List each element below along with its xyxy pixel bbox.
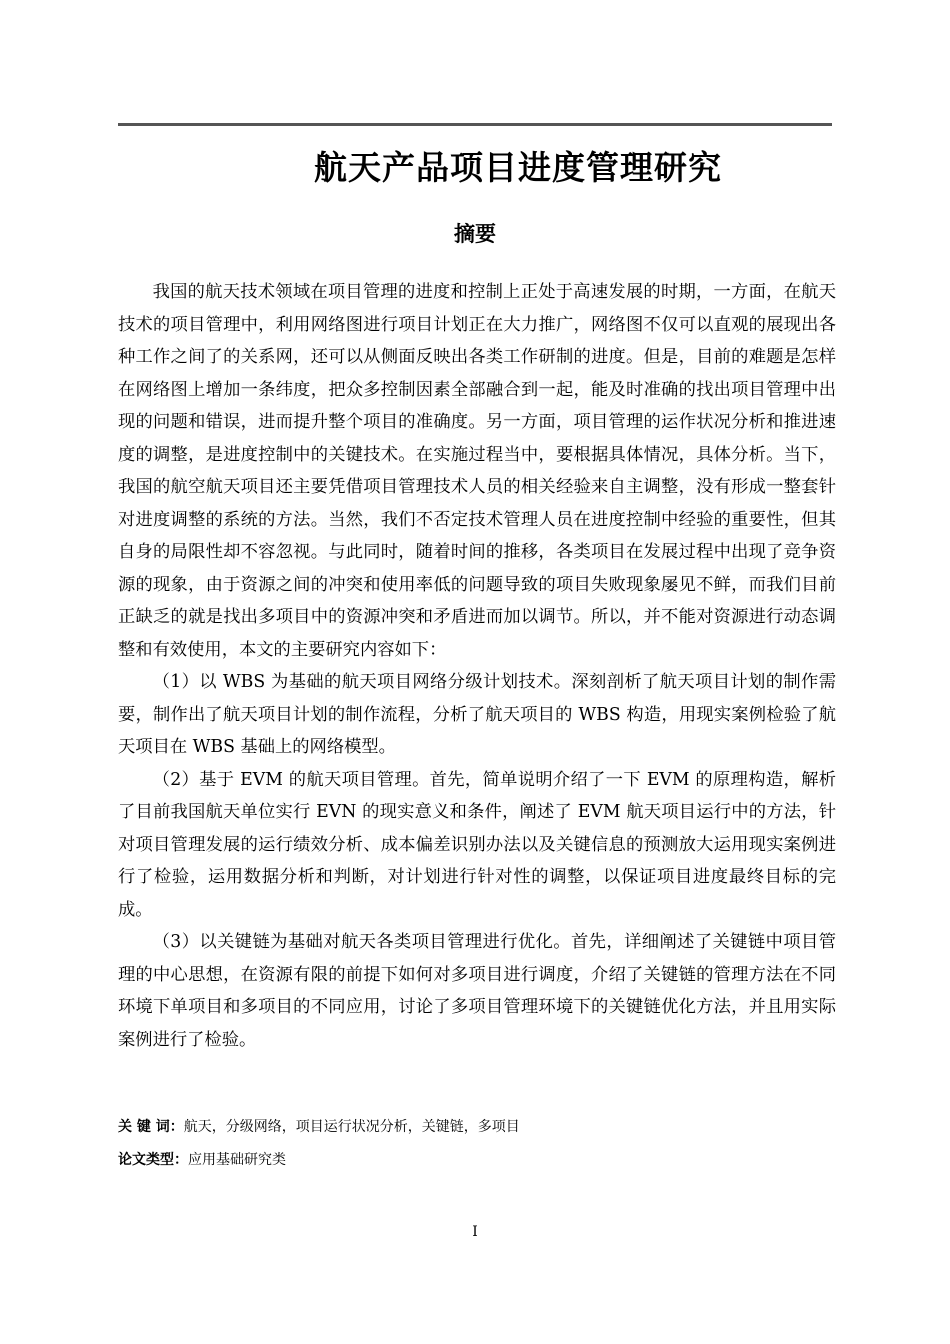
paper-type-value: 应用基础研究类 (188, 1152, 286, 1168)
keywords-value: 航天，分级网络，项目运行状况分析，关键链，多项目 (183, 1119, 520, 1135)
header-rule (118, 123, 832, 126)
paper-type-line (118, 1150, 832, 1170)
keywords-line (118, 1117, 832, 1137)
abstract-paragraph-3: （3）以关键链为基础对航天各类项目管理进行优化。首先，详细阐述了关键链中项目管理的中心思想，在资源有限的前提下如何对多项目进行调度，介绍了关键链的管理方法在不同环境下单项目和多项目的不同应用，讨论了多项目管理环境下的关键链优化方法，并且用实际案例进行了检验。 (118, 932, 836, 1050)
abstract-heading: 摘要 (454, 222, 496, 246)
abstract-paragraph-2: （2）基于 EVM 的航天项目管理。首先，简单说明介绍了一下 EVM 的原理构造，解析了目前我国航天单位实行 EVN 的现实意义和条件，阐述了 EVM 航天项目运行中的方法，针对项目管理发展的运行绩效分析、成本偏差识别办法以及关键信息的预测放大运用现实案例进行了检验，运用数据分析和判断，对计划进行针对性的调整，以保证项目进度最终目标的完成。 (118, 769, 836, 920)
paper-type-label: 论文类型： (118, 1152, 188, 1168)
page-number: I (472, 1224, 478, 1240)
abstract-paragraph-intro: 我国的航天技术领域在项目管理的进度和控制上正处于高速发展的时期，一方面，在航天技术的项目管理中，利用网络图进行项目计划正在大力推广，网络图不仅可以直观的展现出各种工作之间了的关系网，还可以从侧面反映出各类工作研制的进度。但是，目前的难题是怎样在网络图上增加一条纬度，把众多控制因素全部融合到一起，能及时准确的找出项目管理中出现的问题和错误，进而提升整个项目的准确度。另一方面，项目管理的运作状况分析和推进速度的调整，是进度控制中的关键技术。在实施过程当中，要根据具体情况，具体分析。当下，我国的航空航天项目还主要凭借项目管理技术人员的相关经验来自主调整，没有形成一整套针对进度调整的系统的方法。当然，我们不否定技术管理人员在进度控制中经验的重要性，但其自身的局限性却不容忽视。与此同时，随着时间的推移，各类项目在发展过程中出现了竞争资源的现象，由于资源之间的冲突和使用率低的问题导致的项目失败现象屡见不鲜，而我们目前正缺乏的就是找出多项目中的资源冲突和矛盾进而加以调节。所以，并不能对资源进行动态调整和有效使用，本文的主要研究内容如下： (118, 282, 836, 660)
abstract-paragraph-1: （1）以 WBS 为基础的航天项目网络分级计划技术。深刻剖析了航天项目计划的制作需要，制作出了航天项目计划的制作流程，分析了航天项目的 WBS 构造，用现实案例检验了航天项目在 WBS 基础上的网络模型。 (118, 672, 836, 757)
keywords-label: 关 键 词： (118, 1119, 184, 1135)
document-title: 航天产品项目进度管理研究 (314, 148, 722, 187)
abstract-body (118, 276, 836, 1056)
